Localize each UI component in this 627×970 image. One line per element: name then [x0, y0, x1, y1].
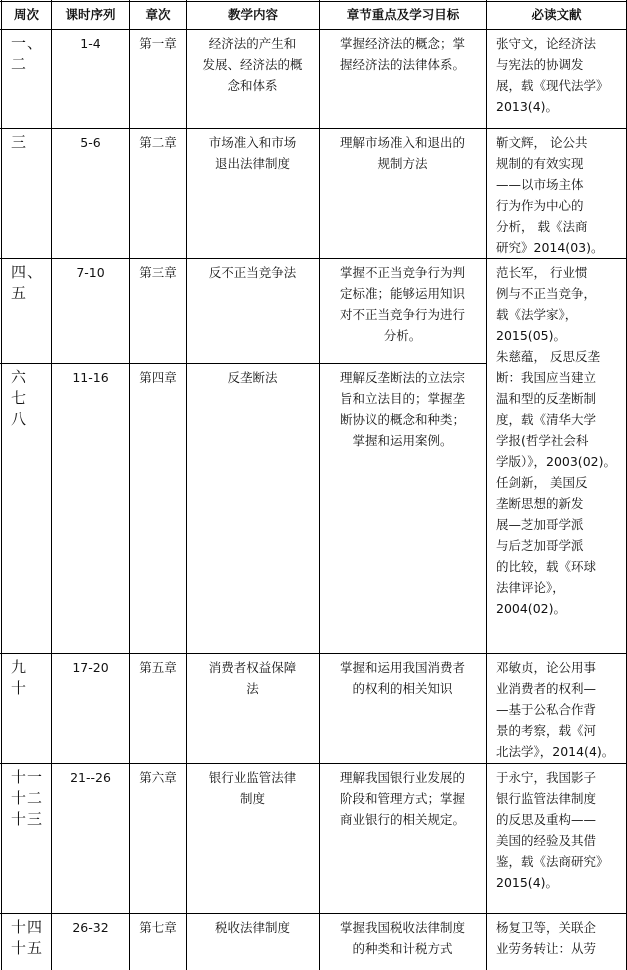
content-line: 法 — [246, 681, 259, 696]
content-cell — [190, 132, 315, 174]
reading-line: 法律评论》， — [496, 580, 565, 595]
content-cell — [190, 767, 315, 809]
hours-cell: 21--26 — [70, 770, 111, 785]
chapter-cell: 第七章 — [139, 920, 177, 935]
week-line: 九 — [11, 658, 28, 676]
week-cell — [5, 767, 47, 830]
week-line: 六 — [11, 368, 28, 386]
week-cell — [5, 262, 47, 304]
reading-line: 规制的有效实现 — [496, 156, 584, 171]
content-line: 反垄断法 — [227, 370, 278, 385]
reading-line: 任剑新， 美国反 — [496, 475, 588, 490]
reading-line: 与后芝加哥学派 — [496, 538, 584, 553]
objective-cell — [323, 262, 482, 346]
objective-line: 旨和立法目的；掌握垄 — [339, 391, 465, 406]
objective-line: 理解反垄断法的立法宗 — [339, 370, 465, 385]
objective-line: 商业银行的相关规定。 — [339, 812, 465, 827]
chapter-cell: 第一章 — [139, 36, 177, 51]
reading-cell — [496, 132, 624, 258]
objective-cell — [323, 767, 482, 830]
reading-line: 邓敏贞，论公用事 — [496, 660, 597, 675]
week-line: 四、 — [11, 263, 44, 281]
content-line: 念和体系 — [227, 78, 278, 93]
reading-line: 鉴，载《法商研究》 — [496, 854, 609, 869]
week-line: 三 — [11, 133, 28, 151]
chapter-cell: 第三章 — [139, 265, 177, 280]
header-objectives: 章节重点及学习目标 — [346, 7, 460, 22]
reading-line: 学报(哲学社会科 — [496, 433, 589, 448]
objective-line: 的权利的相关知识 — [352, 681, 453, 696]
reading-line: 银行监管法律制度 — [496, 791, 597, 806]
content-line: 银行业监管法律 — [208, 770, 297, 785]
reading-line: 展，载《现代法学》 — [496, 78, 609, 93]
content-cell — [190, 657, 315, 699]
week-cell — [5, 657, 47, 699]
objective-cell — [323, 33, 482, 75]
header-week: 周次 — [13, 7, 39, 22]
reading-line: 度，载《清华大学 — [496, 412, 597, 427]
objective-line: 分析。 — [383, 328, 422, 343]
week-line: 十一 — [11, 768, 44, 786]
week-line: 十二 — [11, 789, 44, 807]
row-rule — [0, 653, 627, 654]
reading-line: 研究》2014(03)。 — [496, 240, 604, 255]
objective-line: 阶段和管理方式；掌握 — [339, 791, 465, 806]
header-hours: 课时序列 — [65, 7, 116, 22]
reading-line: 景的考察，载《河 — [496, 723, 597, 738]
reading-line: 载《法学家》， — [496, 307, 578, 322]
hours-cell: 5-6 — [80, 135, 101, 150]
reading-cell — [496, 657, 624, 762]
objective-line: 规制方法 — [377, 156, 428, 171]
content-line: 消费者权益保障 — [208, 660, 297, 675]
row-rule — [0, 1, 627, 2]
content-line: 发展、经济法的概 — [202, 57, 303, 72]
content-line: 市场准入和市场 — [208, 135, 297, 150]
objective-line: 掌握和运用案例。 — [352, 433, 453, 448]
column-rule — [1, 0, 2, 970]
week-cell — [5, 33, 47, 75]
header-content: 教学内容 — [227, 7, 278, 22]
objective-cell — [323, 367, 482, 451]
reading-line: 张守文，论经济法 — [496, 36, 597, 51]
reading-line: 2015(4)。 — [496, 875, 559, 890]
hours-cell: 11-16 — [72, 370, 109, 385]
week-line: 七 — [11, 389, 28, 407]
reading-line: 分析， 载《法商 — [496, 219, 588, 234]
content-line: 退出法律制度 — [214, 156, 290, 171]
reading-line: 与宪法的协调发 — [496, 57, 584, 72]
reading-line: 2015(05)。 — [496, 328, 566, 343]
reading-line: 展—芝加哥学派 — [496, 517, 584, 532]
hours-cell: 1-4 — [80, 36, 101, 51]
week-cell — [5, 917, 47, 959]
content-cell — [190, 367, 315, 388]
row-rule — [0, 913, 627, 914]
objective-cell — [323, 657, 482, 699]
reading-line: ——以市场主体 — [496, 177, 584, 192]
reading-line: 范长军， 行业惯 — [496, 265, 588, 280]
reading-line: 2013(4)。 — [496, 99, 559, 114]
reading-line: 温和型的反垄断制 — [496, 391, 597, 406]
reading-line: 行为作为中心的 — [496, 198, 584, 213]
reading-line: 断：我国应当建立 — [496, 370, 597, 385]
column-rule — [186, 0, 187, 970]
objective-line: 理解市场准入和退出的 — [339, 135, 465, 150]
week-line: 八 — [11, 410, 28, 428]
reading-line: 的比较，载《环球 — [496, 559, 597, 574]
content-cell — [190, 917, 315, 938]
hours-cell: 26-32 — [72, 920, 109, 935]
content-line: 制度 — [239, 791, 265, 806]
week-line: 二 — [11, 55, 28, 73]
row-rule — [0, 258, 627, 259]
reading-line: 2004(02)。 — [496, 601, 566, 616]
objective-line: 断协议的概念和种类； — [339, 412, 465, 427]
chapter-cell: 第六章 — [139, 770, 177, 785]
column-rule — [319, 0, 320, 970]
objective-line: 的种类和计税方式 — [352, 941, 453, 956]
week-line: 十四 — [11, 918, 44, 936]
reading-line: 美国的经验及其借 — [496, 833, 597, 848]
week-line: 十 — [11, 679, 28, 697]
reading-line: 朱慈蕴， 反思反垄 — [496, 349, 600, 364]
objective-line: 掌握不正当竞争行为判 — [339, 265, 465, 280]
hours-cell: 17-20 — [72, 660, 109, 675]
content-cell — [190, 33, 315, 96]
content-line: 反不正当竞争法 — [208, 265, 297, 280]
reading-line: 业消费者的权利— — [496, 681, 597, 696]
reading-line: 垄断思想的新发 — [496, 496, 584, 511]
reading-cell — [496, 917, 624, 959]
week-cell — [5, 367, 47, 430]
objective-cell — [323, 917, 482, 959]
week-line: 一、 — [11, 34, 44, 52]
objective-line: 理解我国银行业发展的 — [339, 770, 465, 785]
column-rule — [486, 0, 487, 970]
reading-line: 的反思及重构—— — [496, 812, 597, 827]
header-chapter: 章次 — [145, 7, 171, 22]
reading-line: —基于公私合作背 — [496, 702, 597, 717]
reading-line: 北法学》，2014(4)。 — [496, 744, 615, 759]
row-rule — [0, 763, 627, 764]
content-line: 经济法的产生和 — [208, 36, 297, 51]
objective-line: 对不正当竞争行为进行 — [339, 307, 465, 322]
week-line: 五 — [11, 284, 28, 302]
objective-line: 掌握我国税收法律制度 — [339, 920, 465, 935]
objective-line: 握经济法的法律体系。 — [339, 57, 465, 72]
chapter-cell: 第二章 — [139, 135, 177, 150]
objective-line: 定标准；能够运用知识 — [339, 286, 465, 301]
row-rule — [0, 363, 487, 364]
reading-cell — [496, 767, 624, 893]
row-rule — [0, 128, 627, 129]
hours-cell: 7-10 — [76, 265, 105, 280]
reading-line: 于永宁，我国影子 — [496, 770, 597, 785]
row-rule — [0, 29, 627, 30]
header-readings: 必读文献 — [531, 7, 582, 22]
objective-line: 掌握经济法的概念；掌 — [339, 36, 465, 51]
reading-cell — [496, 33, 624, 117]
reading-line: 靳文辉， 论公共 — [496, 135, 588, 150]
chapter-cell: 第四章 — [139, 370, 177, 385]
content-line: 税收法律制度 — [214, 920, 290, 935]
reading-line: 业劳务转让：从劳 — [496, 941, 597, 956]
reading-line: 例与不正当竞争， — [496, 286, 597, 301]
content-cell — [190, 262, 315, 283]
week-line: 十三 — [11, 810, 44, 828]
week-cell — [5, 132, 47, 153]
chapter-cell: 第五章 — [139, 660, 177, 675]
reading-line: 学版）》，2003(02)。 — [496, 454, 616, 469]
reading-cell-merged — [496, 262, 624, 619]
reading-line: 杨复卫等，关联企 — [496, 920, 597, 935]
week-line: 十五 — [11, 939, 44, 957]
objective-line: 掌握和运用我国消费者 — [339, 660, 465, 675]
objective-cell — [323, 132, 482, 174]
